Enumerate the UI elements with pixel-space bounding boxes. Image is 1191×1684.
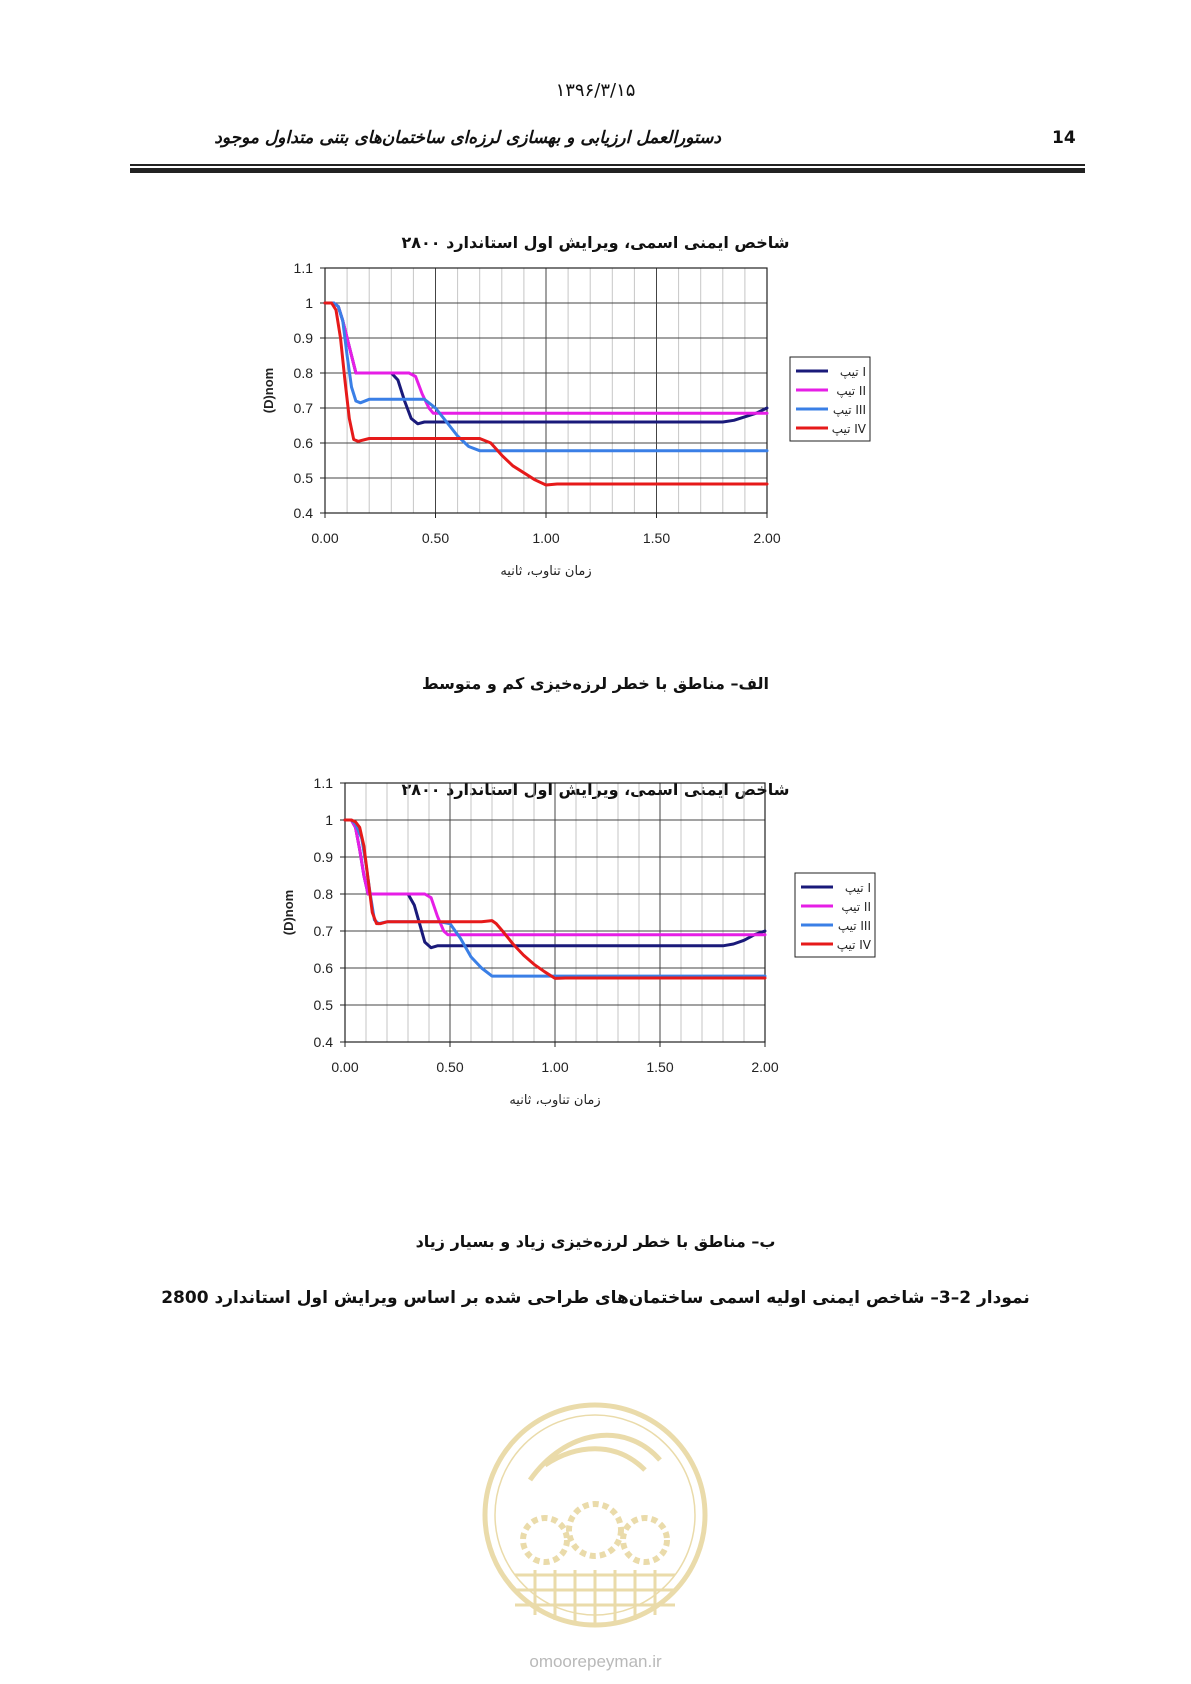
y-tick-label: 0.7	[293, 400, 313, 416]
x-tick-label: 1.50	[646, 1059, 674, 1075]
x-tick-label: 2.00	[753, 530, 781, 546]
legend-label: تیپ I	[839, 365, 866, 379]
y-tick-label: 0.9	[293, 330, 313, 346]
x-tick-label: 1.00	[541, 1059, 569, 1075]
y-tick-label: 0.4	[313, 1034, 333, 1050]
y-axis-label: (D)nom	[281, 889, 296, 936]
x-tick-label: 1.00	[532, 530, 560, 546]
y-tick-label: 0.7	[313, 923, 333, 939]
x-tick-label: 0.50	[421, 530, 450, 546]
x-tick-label: 0.00	[331, 1059, 359, 1075]
chart-1-caption: الف– مناطق با خطر لرزه‌خیزی کم و متوسط	[422, 674, 769, 693]
y-tick-label: 0.8	[313, 886, 333, 902]
y-tick-label: 0.6	[293, 435, 313, 451]
y-tick-label: 1	[305, 295, 313, 311]
page-number: 14	[1052, 128, 1076, 148]
header-rule-thick	[130, 168, 1085, 173]
chart-2-caption: ب– مناطق با خطر لرزه‌خیزی زیاد و بسیار زیاد	[415, 1232, 776, 1251]
x-tick-label: 2.00	[751, 1059, 779, 1075]
chart-1-title: شاخص ایمنی اسمی، ویرایش اول استاندارد ۲۸۰۰	[401, 233, 790, 252]
chart-1	[261, 260, 945, 635]
watermark-seal-icon	[475, 1390, 715, 1650]
x-tick-label: 0.50	[436, 1059, 464, 1075]
legend-label: تیپ I	[844, 881, 871, 895]
y-axis-label: (D)nom	[261, 367, 276, 414]
x-axis-label: زمان تناوب، ثانیه	[509, 1093, 601, 1108]
running-head: دستورالعمل ارزیابی و بهسازی لرزه‌ای ساختمان‌های بتنی متداول موجود	[214, 128, 721, 148]
watermark-url: omoorepeyman.ir	[529, 1652, 662, 1671]
x-tick-label: 0.00	[311, 530, 339, 546]
y-tick-label: 1.1	[293, 260, 313, 276]
x-axis-label: زمان تناوب، ثانیه	[500, 564, 592, 579]
y-tick-label: 0.6	[313, 960, 333, 976]
y-tick-label: 1.1	[313, 775, 333, 791]
chart-2-title: شاخص ایمنی اسمی، ویرایش اول استاندارد ۲۸۰۰	[401, 780, 790, 799]
legend-label: تیپ III	[837, 919, 871, 933]
y-tick-label: 0.5	[293, 470, 313, 486]
header-rule-thin	[130, 164, 1085, 166]
y-tick-label: 0.5	[313, 997, 333, 1013]
legend-label: تیپ II	[841, 900, 871, 914]
document-date: ۱۳۹۶/۳/۱۵	[555, 80, 636, 101]
legend-label: تیپ II	[836, 384, 866, 398]
figure-caption: نمودار 2–3– شاخص ایمنی اولیه اسمی ساختمان‌های طراحی شده بر اساس ویرایش اول استاندارد 2800	[161, 1288, 1030, 1308]
y-tick-label: 0.9	[313, 849, 333, 865]
y-tick-label: 0.8	[293, 365, 313, 381]
y-tick-label: 0.4	[293, 505, 313, 521]
legend-label: تیپ IV	[831, 422, 866, 436]
x-tick-label: 1.50	[642, 530, 671, 546]
legend-label: تیپ IV	[836, 938, 871, 952]
y-tick-label: 1	[325, 812, 333, 828]
legend-label: تیپ III	[832, 403, 866, 417]
